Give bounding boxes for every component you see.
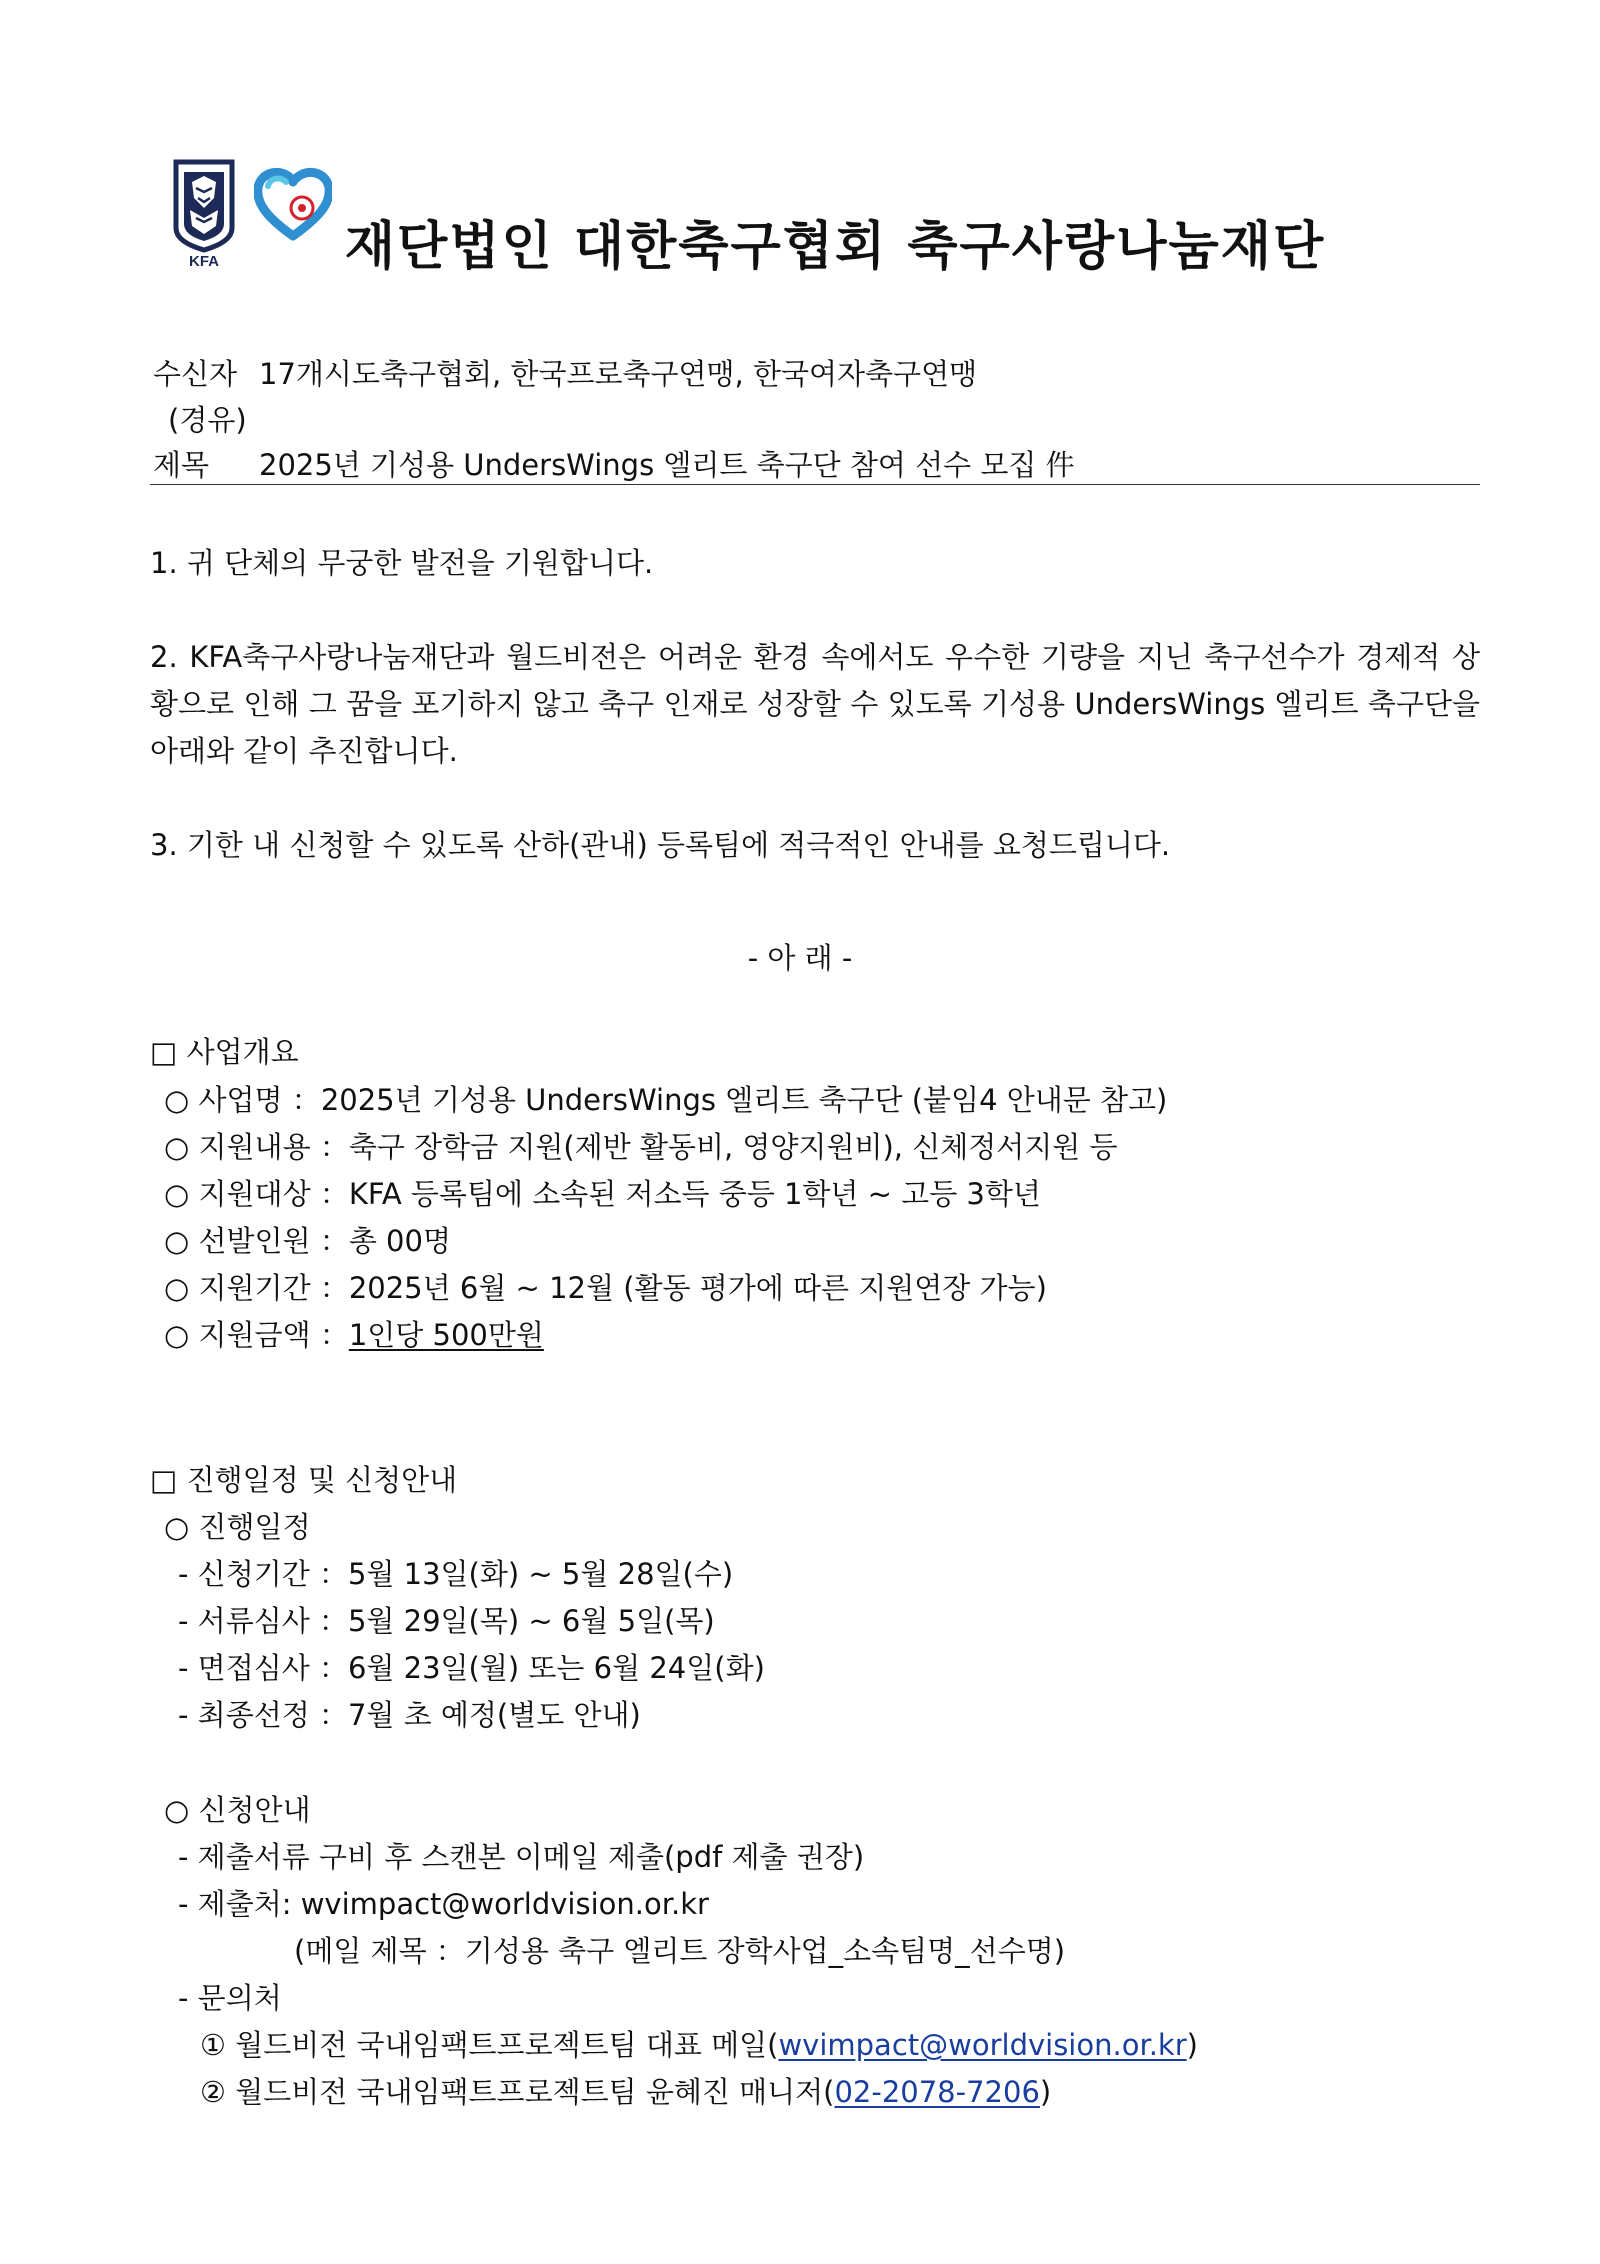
application-subheading: ○ 신청안내 bbox=[164, 1793, 311, 1827]
paragraph-1: 1. 귀 단체의 무궁한 발전을 기원합니다. bbox=[150, 546, 654, 580]
application-submit: - 제출처: wvimpact@worldvision.or.kr bbox=[178, 1887, 709, 1921]
paragraph-3: 3. 기한 내 신청할 수 있도록 산하(관내) 등록팀에 적극적인 안내를 요청드립니다. bbox=[150, 828, 1171, 862]
schedule-item: - 서류심사 ：5월 29일(목) ~ 6월 5일(목) bbox=[178, 1604, 715, 1638]
subject-value: 2025년 기성용 UndersWings 엘리트 축구단 참여 선수 모집 件 bbox=[259, 448, 1075, 482]
contact-phone-link[interactable]: 02-2078-7206 bbox=[834, 2075, 1040, 2109]
overview-heading: □ 사업개요 bbox=[150, 1035, 299, 1069]
below-heading: - 아 래 - bbox=[747, 941, 853, 975]
contact-item-1: ① 월드비전 국내임팩트프로젝트팀 대표 메일(wvimpact@worldvision.or.kr) bbox=[200, 2028, 1198, 2062]
overview-item: ○ 지원기간 ：2025년 6월 ~ 12월 (활동 평가에 따른 지원연장 가능) bbox=[164, 1271, 1047, 1305]
organization-title: 재단법인 대한축구협회 축구사랑나눔재단 bbox=[344, 217, 1326, 277]
subject-label: 제목 bbox=[153, 448, 210, 482]
schedule-heading: □ 진행일정 및 신청안내 bbox=[150, 1463, 458, 1497]
mail-subject-note: (메일 제목 ：기성용 축구 엘리트 장학사업_소속팀명_선수명) bbox=[294, 1934, 1066, 1968]
contact-email-link[interactable]: wvimpact@worldvision.or.kr bbox=[778, 2028, 1187, 2062]
subject-row bbox=[153, 443, 1075, 484]
kfa-logo-text: KFA bbox=[189, 253, 219, 270]
overview-item: ○ 지원대상 ：KFA 등록팀에 소속된 저소득 중등 1학년 ~ 고등 3학년 bbox=[164, 1177, 1041, 1211]
paragraph-2: 2. KFA축구사랑나눔재단과 월드비전은 어려운 환경 속에서도 우수한 기량을 지닌 축구선수가 경제적 상황으로 인해 그 꿈을 포기하지 않고 축구 인재로 성장할 수 있도록 기성용 UndersWings 엘리트 축구단을 아래와 같이 추진합니다. bbox=[150, 640, 1480, 768]
support-amount: 1인당 500만원 bbox=[348, 1318, 544, 1352]
schedule-item: - 신청기간 ：5월 13일(화) ~ 5월 28일(수) bbox=[178, 1557, 734, 1591]
via-label: (경유) bbox=[168, 403, 247, 437]
overview-item: ○ 지원금액 ：1인당 500만원 bbox=[164, 1318, 544, 1352]
application-docs: - 제출서류 구비 후 스캔본 이메일 제출(pdf 제출 권장) bbox=[178, 1840, 865, 1874]
overview-item: ○ 지원내용 ：축구 장학금 지원(제반 활동비, 영양지원비), 신체정서지원 등 bbox=[164, 1130, 1118, 1164]
schedule-item: - 최종선정 ：7월 초 예정(별도 안내) bbox=[178, 1698, 641, 1732]
recipient-row bbox=[153, 352, 977, 393]
schedule-item: - 면접심사 ：6월 23일(월) 또는 6월 24일(화) bbox=[178, 1651, 765, 1685]
header-divider bbox=[150, 484, 1480, 485]
contact-item-2: ② 월드비전 국내임팩트프로젝트팀 윤혜진 매니저(02-2078-7206) bbox=[200, 2075, 1052, 2109]
recipient-value: 17개시도축구협회, 한국프로축구연맹, 한국여자축구연맹 bbox=[259, 357, 978, 391]
overview-item: ○ 선발인원 ：총 00명 bbox=[164, 1224, 451, 1258]
contact-heading: - 문의처 bbox=[178, 1981, 282, 2015]
schedule-subheading: ○ 진행일정 bbox=[164, 1510, 311, 1544]
recipient-label: 수신자 bbox=[153, 357, 238, 391]
overview-item: ○ 사업명 ：2025년 기성용 UndersWings 엘리트 축구단 (붙임4 안내문 참고) bbox=[164, 1083, 1168, 1117]
submit-email: wvimpact@worldvision.or.kr bbox=[300, 1887, 709, 1921]
